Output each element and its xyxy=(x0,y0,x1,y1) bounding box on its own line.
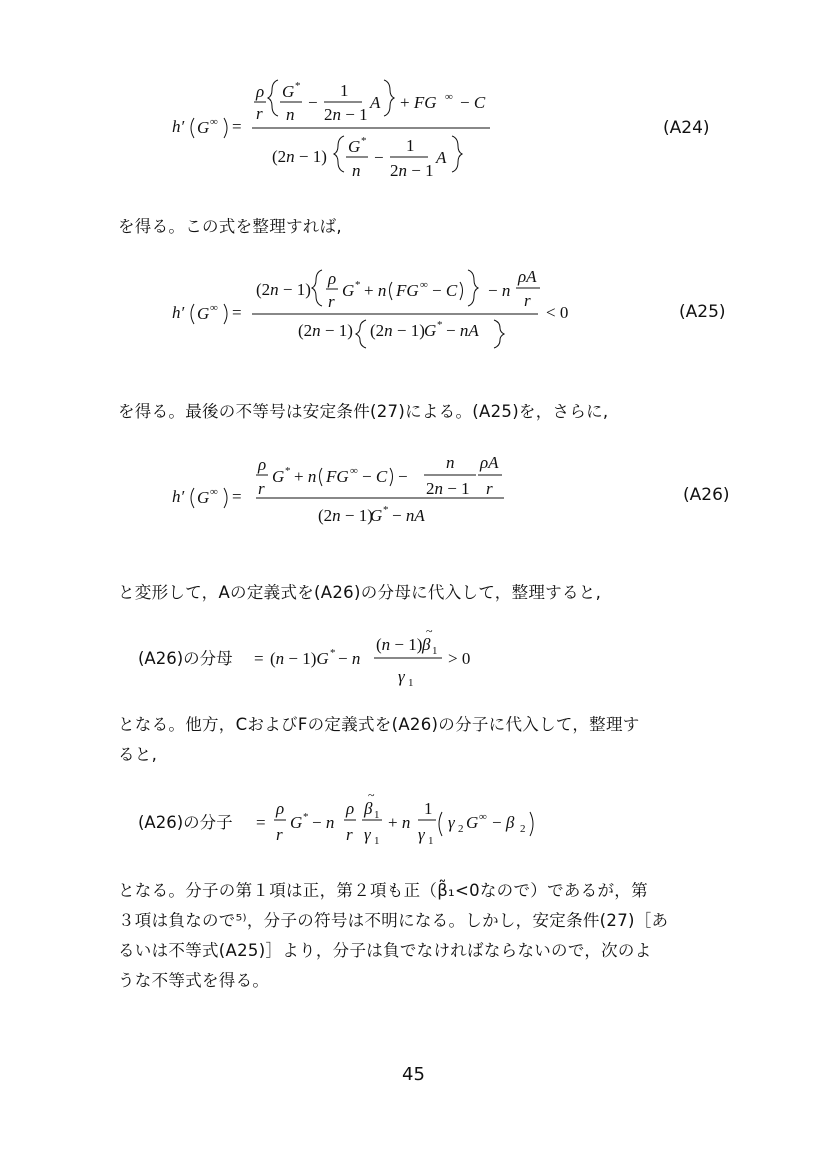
svg-text:2n − 1: 2n − 1 xyxy=(426,479,470,498)
svg-text:(2n − 1): (2n − 1) xyxy=(298,321,353,340)
svg-text:~: ~ xyxy=(368,788,375,802)
svg-text:r: r xyxy=(486,479,493,498)
svg-text:∞: ∞ xyxy=(210,116,218,128)
svg-text:∞: ∞ xyxy=(420,279,428,291)
svg-text:h′: h′ xyxy=(172,487,185,506)
svg-text:− n: − n xyxy=(338,649,361,668)
svg-text:ρ: ρ xyxy=(256,82,265,101)
svg-text:∞: ∞ xyxy=(210,486,218,498)
svg-text:(2n − 1): (2n − 1) xyxy=(370,321,425,340)
equation-denominator xyxy=(0,626,827,696)
svg-text:*: * xyxy=(361,135,367,147)
svg-text:n: n xyxy=(352,161,361,180)
svg-text:β: β xyxy=(422,635,431,654)
svg-text:− n: − n xyxy=(312,813,335,832)
svg-text:FG: FG xyxy=(326,467,349,486)
svg-text:ρ: ρ xyxy=(258,455,267,474)
numerator-prefix: (A26)の分子 xyxy=(138,813,233,832)
svg-text:−: − xyxy=(374,148,384,167)
svg-text:− n: − n xyxy=(488,281,511,300)
svg-text:A: A xyxy=(370,93,381,112)
svg-text:(2n − 1): (2n − 1) xyxy=(256,280,311,299)
svg-text:γ: γ xyxy=(398,667,405,686)
svg-text:+ n: + n xyxy=(364,281,387,300)
svg-text:G: G xyxy=(197,118,210,137)
svg-text:2: 2 xyxy=(458,823,464,835)
svg-text:− nA: − nA xyxy=(446,321,479,340)
svg-text:+ FG: + FG xyxy=(400,93,437,112)
svg-text:1: 1 xyxy=(424,799,433,818)
svg-text:β: β xyxy=(364,799,373,818)
svg-text:1: 1 xyxy=(340,81,349,100)
svg-text:1: 1 xyxy=(432,645,438,657)
svg-text:2n − 1: 2n − 1 xyxy=(324,105,368,124)
paragraph-4-line-1: となる。他方，CおよびFの定義式を(A26)の分子に代入して，整理す xyxy=(118,715,640,734)
svg-text:G: G xyxy=(197,488,210,507)
svg-text:γ: γ xyxy=(448,813,455,832)
svg-text:− C: − C xyxy=(362,467,388,486)
svg-text:> 0: > 0 xyxy=(448,649,471,668)
svg-text:ρA: ρA xyxy=(480,453,499,472)
svg-text:r: r xyxy=(258,479,265,498)
svg-text:G: G xyxy=(424,321,437,340)
svg-text:∞: ∞ xyxy=(210,302,218,314)
svg-text:(n − 1)G: (n − 1)G xyxy=(270,649,329,668)
svg-text:ρ: ρ xyxy=(328,269,337,288)
svg-text:*: * xyxy=(437,319,443,331)
equation-label-a24: (A24) xyxy=(663,118,710,138)
svg-text:G: G xyxy=(272,467,285,486)
paragraph-5-line-1: となる。分子の第１項は正，第２項も正（β̃₁<0なので）であるが，第 xyxy=(118,881,648,900)
svg-text:−: − xyxy=(398,467,408,486)
svg-text:n: n xyxy=(286,105,295,124)
paragraph-5-line-4: うな不等式を得る。 xyxy=(118,971,270,990)
svg-text:− C: − C xyxy=(460,93,486,112)
svg-text:(2n − 1): (2n − 1) xyxy=(272,147,327,166)
svg-text:ρA: ρA xyxy=(518,267,537,286)
paragraph-3: と変形して，Aの定義式を(A26)の分母に代入して，整理すると, xyxy=(118,583,602,602)
svg-text:*: * xyxy=(383,504,389,516)
svg-text:(2n − 1): (2n − 1) xyxy=(318,506,373,525)
svg-text:1: 1 xyxy=(374,835,380,847)
svg-text:r: r xyxy=(256,104,263,123)
svg-text:− β: − β xyxy=(492,813,515,832)
svg-text:=: = xyxy=(232,487,242,506)
svg-text:*: * xyxy=(355,279,361,291)
svg-text:< 0: < 0 xyxy=(546,303,569,322)
svg-text:ρ: ρ xyxy=(276,799,285,818)
svg-text:*: * xyxy=(330,647,336,659)
svg-text:=: = xyxy=(254,649,264,668)
equation-label-a25: (A25) xyxy=(679,302,726,322)
svg-text:γ: γ xyxy=(418,825,425,844)
paragraph-2: を得る。最後の不等号は安定条件(27)による。(A25)を，さらに, xyxy=(118,402,609,421)
svg-text:∞: ∞ xyxy=(479,811,487,823)
svg-text:r: r xyxy=(276,825,283,844)
page-number: 45 xyxy=(402,1064,425,1085)
paragraph-5-line-3: るいは不等式(A25)］より，分子は負でなければならないので，次のよ xyxy=(118,941,652,960)
svg-text:r: r xyxy=(346,825,353,844)
svg-text:+ n: + n xyxy=(388,813,411,832)
svg-text:G: G xyxy=(342,281,355,300)
svg-text:2: 2 xyxy=(520,823,526,835)
svg-text:G: G xyxy=(282,82,295,101)
paragraph-4-line-2: ると, xyxy=(118,745,158,764)
svg-text:−: − xyxy=(308,93,318,112)
svg-text:− nA: − nA xyxy=(392,506,425,525)
svg-text:ρ: ρ xyxy=(346,799,355,818)
paragraph-5-line-2: ３項は負なので⁵⁾，分子の符号は不明になる。しかし，安定条件(27)［あ xyxy=(118,911,669,930)
svg-text:1: 1 xyxy=(428,835,434,847)
svg-text:*: * xyxy=(285,465,291,477)
svg-text:∞: ∞ xyxy=(445,91,453,103)
svg-text:A: A xyxy=(436,148,447,167)
svg-text:=: = xyxy=(232,303,242,322)
svg-text:=: = xyxy=(232,117,242,136)
svg-text:*: * xyxy=(303,811,309,823)
svg-text:G: G xyxy=(290,813,303,832)
svg-text:G: G xyxy=(197,304,210,323)
svg-text:*: * xyxy=(295,80,301,92)
svg-text:1: 1 xyxy=(374,809,380,821)
svg-text:n: n xyxy=(446,453,455,472)
svg-text:FG: FG xyxy=(396,281,419,300)
paragraph-1: を得る。この式を整理すれば, xyxy=(118,217,342,236)
svg-text:h′: h′ xyxy=(172,117,185,136)
svg-text:G: G xyxy=(466,813,479,832)
svg-text:2n − 1: 2n − 1 xyxy=(390,161,434,180)
svg-text:r: r xyxy=(524,291,531,310)
svg-text:G: G xyxy=(348,137,361,156)
svg-text:+ n: + n xyxy=(294,467,317,486)
svg-text:(n − 1): (n − 1) xyxy=(376,635,423,654)
svg-text:~: ~ xyxy=(426,624,433,638)
denominator-prefix: (A26)の分母 xyxy=(138,649,233,668)
svg-text:G: G xyxy=(370,506,383,525)
svg-text:h′: h′ xyxy=(172,303,185,322)
svg-text:1: 1 xyxy=(408,677,414,689)
svg-text:=: = xyxy=(256,813,266,832)
equation-numerator xyxy=(0,788,827,864)
svg-text:γ: γ xyxy=(364,825,371,844)
svg-text:− C: − C xyxy=(432,281,458,300)
svg-text:∞: ∞ xyxy=(350,465,358,477)
svg-text:r: r xyxy=(328,292,335,311)
svg-text:1: 1 xyxy=(406,136,415,155)
equation-label-a26: (A26) xyxy=(683,485,730,505)
